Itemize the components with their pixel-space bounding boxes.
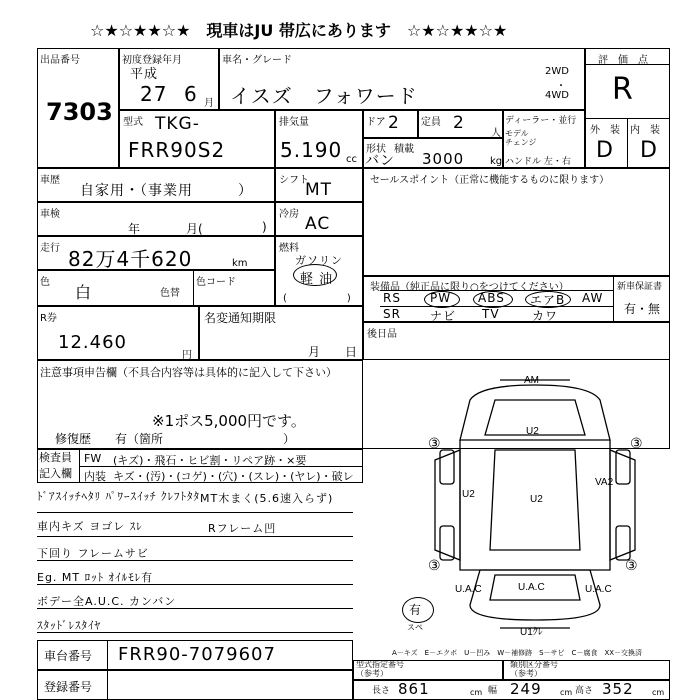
- body-value: バン: [365, 153, 395, 169]
- diag-sticker2: スペ: [407, 623, 423, 632]
- spec-label: 型式指定番号 （参考）: [356, 660, 404, 678]
- equip-tv: TV: [482, 307, 500, 321]
- usage-label: 車歴: [40, 175, 60, 186]
- inspection-year: 年: [128, 222, 141, 236]
- score-ext-label: 外 装: [590, 125, 620, 136]
- wid-unit: cm: [560, 688, 573, 697]
- regnum-label: 登録番号: [44, 680, 93, 694]
- inspection-month: 月(: [186, 222, 203, 236]
- inspector-label: 検査員 記入欄: [39, 451, 72, 480]
- rticket-value: 12.460: [58, 332, 127, 353]
- cat-label: 類別区分番号 （参考）: [510, 660, 558, 678]
- diag-front-r: U.A.C: [585, 584, 612, 595]
- fw-items: (キズ)・飛石・ヒビ割・リペア跡・×要: [113, 454, 307, 467]
- note-rule: [37, 536, 353, 537]
- displacement-unit: cc: [346, 154, 357, 165]
- hgt-value: 352: [602, 680, 634, 698]
- notice-label: 名変通知期限: [204, 311, 277, 325]
- color-label: 色: [40, 277, 50, 288]
- damage-legend: A－キズ E－エクボ U－凹み W－補修跡 S－サビ C－腐食 XX－交換済: [392, 649, 643, 657]
- note-rule: [37, 560, 353, 561]
- note-line: Eg. MT ﾛｯﾄ ｵｲﾙﾓﾚ有: [37, 571, 154, 584]
- warranty-value: 有・無: [624, 302, 661, 316]
- airbag-circle: [525, 291, 571, 308]
- hgt-label: 高さ: [575, 686, 594, 696]
- inspection-label: 車検: [40, 209, 60, 220]
- displacement-value: 5.190: [280, 138, 343, 162]
- color-change: 色替: [160, 288, 180, 299]
- len-value: 861: [398, 680, 430, 698]
- chassis-label: 車台番号: [44, 649, 93, 663]
- diag-right1: ③: [630, 435, 643, 451]
- aftermarket-box: [363, 322, 670, 360]
- note-line: ｽﾀｯﾄﾞﾚｽﾀｲﾔ: [37, 619, 101, 632]
- doors-value: 2: [388, 113, 400, 133]
- note-line: ボデー全A.U.C. カンバン: [37, 595, 177, 608]
- color-code: 色コード: [196, 277, 236, 288]
- fw-label: FW: [84, 452, 102, 465]
- notice-month: 月: [308, 345, 321, 359]
- diag-left2: ③: [428, 557, 441, 573]
- note-line: ﾄﾞｱｽｲｯﾁﾍﾀﾘ ﾊﾟﾜｰｽｲｯﾁ ｸﾚﾌﾄﾀﾀ: [37, 490, 200, 503]
- reg-label: 初度登録年月: [122, 55, 182, 66]
- body-label: 形状: [366, 144, 386, 155]
- diag-roof: U2: [526, 426, 539, 437]
- displacement-label: 排気量: [279, 117, 309, 128]
- dealer-label: ディーラー・並行: [505, 116, 577, 126]
- diag-right-side: VA2: [595, 477, 614, 488]
- len-unit: cm: [470, 688, 483, 697]
- type-label: 型式: [123, 117, 143, 128]
- shift-value: MT: [305, 180, 333, 200]
- diag-front: U.A.C: [518, 582, 545, 593]
- diag-top: AM: [524, 375, 539, 386]
- doors-label: ドア: [366, 117, 386, 128]
- len-label: 長さ: [372, 686, 391, 696]
- note-line: MT木まく(5.6速入らず): [200, 492, 334, 505]
- note-rule: [37, 512, 353, 513]
- capacity-label: 定員: [421, 117, 441, 128]
- diag-right2: ③: [625, 557, 638, 573]
- mileage-label: 走行: [40, 243, 60, 254]
- equip-aw: AW: [582, 291, 604, 305]
- drive-2wd: 2WD: [545, 66, 569, 77]
- inspection-box: [37, 202, 275, 236]
- rticket-label: R券: [40, 313, 57, 324]
- type-line1: TKG-: [155, 114, 200, 134]
- equip-leather: カワ: [532, 309, 559, 323]
- rticket-unit: 円: [182, 350, 192, 361]
- diag-left1: ③: [428, 435, 441, 451]
- cargo-unit: kg: [490, 156, 503, 167]
- fuel-diesel-circle: [293, 264, 337, 286]
- interior-label: 内装: [84, 470, 106, 483]
- reg-year: 27: [140, 82, 168, 106]
- diag-hood: U2: [530, 494, 543, 505]
- modelchange-label: モデル チェンジ: [505, 129, 537, 147]
- abs-circle: [473, 291, 513, 308]
- capacity-unit: 人: [491, 128, 501, 139]
- cargo-label: 積載: [394, 144, 414, 155]
- cooling-value: AC: [305, 214, 331, 234]
- equip-navi: ナビ: [430, 309, 457, 323]
- equip-label: 装備品（純正品に限り○をつけてください）: [370, 282, 569, 293]
- model-label: 車名・グレード: [222, 55, 292, 66]
- lot-label: 出品番号: [40, 55, 80, 66]
- inspection-close: ): [262, 220, 267, 234]
- score-label: 評 価 点: [598, 55, 648, 66]
- equip-airbag: エアB: [530, 293, 566, 307]
- score-int: D: [640, 138, 658, 163]
- header-banner: ☆★☆★★☆★ 現車はJU 帯広にあります ☆★☆★★☆★: [90, 21, 508, 40]
- drive-dot: ・: [556, 81, 566, 92]
- reg-month-unit: 月: [204, 98, 214, 109]
- usage-value: 自家用・（事業用 ）: [80, 183, 253, 199]
- type-line2: FRR90S2: [128, 138, 226, 162]
- score-ext: D: [596, 138, 614, 163]
- wid-value: 249: [510, 680, 542, 698]
- mileage-value: 82万4千620: [68, 247, 193, 271]
- warranty-label: 新車保証書: [617, 282, 663, 292]
- handle-label: ハンドル 左・右: [505, 157, 571, 167]
- fuel-paren: ( ): [283, 293, 351, 304]
- equip-rs: RS: [383, 291, 401, 305]
- color-value: 白: [75, 283, 93, 302]
- cooling-label: 冷房: [279, 209, 299, 220]
- equip-sr: SR: [383, 307, 401, 321]
- note-rule: [37, 608, 353, 609]
- equip-abs: ABS: [478, 291, 505, 305]
- drive-4wd: 4WD: [545, 90, 569, 101]
- capacity-value: 2: [453, 113, 465, 133]
- model-name: イスズ フォワード: [230, 84, 418, 108]
- note-line: 下回り フレームサビ: [37, 547, 149, 560]
- repair-history: 修復歴 有（箇所 ）: [55, 432, 296, 446]
- note-line: Rフレーム凹: [208, 522, 277, 535]
- remarks-text: ※1ポス5,000円です。: [152, 412, 306, 430]
- wid-label: 幅: [488, 686, 498, 696]
- remarks-label: 注意事項申告欄（不具合内容等は具体的に記入して下さい）: [40, 366, 337, 379]
- reg-era: 平成: [130, 67, 159, 82]
- mileage-unit: km: [232, 258, 248, 269]
- sales-label: セールスポイント（正常に機能するものに限ります）: [370, 175, 610, 186]
- note-line: 車内キズ ヨゴレ ｽﾚ: [37, 520, 143, 533]
- color-box: [37, 270, 275, 306]
- shift-label: シフト: [279, 175, 309, 186]
- note-rule: [37, 632, 353, 633]
- score-value: R: [612, 72, 634, 107]
- reg-month: 6: [184, 82, 198, 106]
- cargo-value: 3000: [422, 150, 465, 168]
- notice-day: 日: [345, 345, 358, 359]
- note-rule: [37, 584, 353, 585]
- car-diagram: [400, 370, 670, 640]
- diag-front-l: U.A.C: [455, 584, 482, 595]
- lot-number: 7303: [46, 98, 113, 126]
- aftermarket-label: 後日品: [367, 329, 397, 340]
- fuel-gas: ガソリン: [295, 254, 343, 267]
- diag-left-side: U2: [462, 489, 475, 500]
- pw-circle: [424, 291, 460, 308]
- diag-sticker: 有: [409, 603, 422, 617]
- chassis-value: FRR90-7079607: [118, 644, 276, 665]
- interior-items: キズ・(汚)・(コゲ)・(穴)・(スレ)・(ヤレ)・破レ: [113, 470, 354, 483]
- equip-pw: PW: [430, 291, 452, 305]
- fuel-label: 燃料: [279, 243, 299, 254]
- score-int-label: 内 装: [630, 125, 660, 136]
- hgt-unit: cm: [652, 688, 665, 697]
- diag-bottom: U1ｸﾚ: [520, 627, 543, 638]
- fuel-diesel: 軽 油: [300, 272, 334, 287]
